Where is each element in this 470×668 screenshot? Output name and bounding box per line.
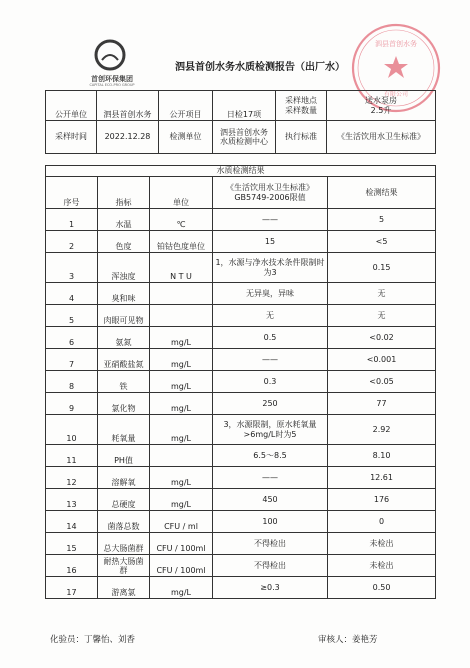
col-header-result: 检测结果 [328, 177, 436, 209]
sampling-location-count-label [276, 91, 327, 121]
standard-value: 《生活饮用水卫生标准》 [327, 121, 436, 154]
cell-limit: 0.5 [213, 327, 328, 349]
cell-item: 水温 [98, 209, 150, 231]
cell-no: 13 [46, 489, 98, 511]
cell-unit: ℃ [150, 209, 213, 231]
cell-unit: CFU / 100ml [150, 555, 213, 577]
table-row [46, 577, 436, 599]
cell-item: 氯化物 [98, 393, 150, 415]
cell-item: 耐热大肠菌群 [98, 555, 150, 577]
testing-unit-label: 检测单位 [159, 121, 213, 154]
cell-unit: mg/L [150, 467, 213, 489]
public-unit-label: 公开单位 [46, 91, 97, 121]
cell-result: 0 [328, 511, 436, 533]
cell-limit: —— [213, 209, 328, 231]
sampling-time-label: 采样时间 [46, 121, 97, 154]
cell-limit: 3，水源限制，原水耗氧量>6mg/L时为5 [213, 415, 328, 445]
cell-result: 0.15 [328, 253, 436, 283]
cell-no: 11 [46, 445, 98, 467]
cell-item: 亚硝酸盐氮 [98, 349, 150, 371]
cell-no: 15 [46, 533, 98, 555]
testing-unit-value [213, 121, 276, 154]
cell-no: 8 [46, 371, 98, 393]
cell-no: 17 [46, 577, 98, 599]
cell-item: 游离氯 [98, 577, 150, 599]
cell-item: 总硬度 [98, 489, 150, 511]
table-row [46, 253, 436, 283]
cell-item: 铁 [98, 371, 150, 393]
table-row [46, 371, 436, 393]
cell-unit: 铂钴色度单位 [150, 231, 213, 253]
table-row [46, 209, 436, 231]
cell-no: 7 [46, 349, 98, 371]
cell-limit: 450 [213, 489, 328, 511]
cell-limit: ≥0.3 [213, 577, 328, 599]
cell-limit: 无异臭，异味 [213, 283, 328, 305]
cell-result: <0.05 [328, 371, 436, 393]
cell-result: 无 [328, 283, 436, 305]
cell-result: 12.61 [328, 467, 436, 489]
cell-result: 5 [328, 209, 436, 231]
cell-unit: N T U [150, 253, 213, 283]
cell-limit: 250 [213, 393, 328, 415]
cell-result: 176 [328, 489, 436, 511]
reviewer-signature: 审核人：姜艳芳 [318, 635, 378, 645]
logo-name: 首创环保集团 [91, 75, 133, 83]
cell-item: 总大肠菌群 [98, 533, 150, 555]
sampling-location-value: 送水泵房 [365, 96, 397, 106]
col-header-no: 序号 [46, 177, 98, 209]
cell-no: 12 [46, 467, 98, 489]
cell-limit: 不得检出 [213, 555, 328, 577]
cell-result: <5 [328, 231, 436, 253]
cell-unit: CFU / 100ml [150, 533, 213, 555]
section-title-row [46, 166, 436, 177]
cell-item: 菌落总数 [98, 511, 150, 533]
cell-unit: mg/L [150, 327, 213, 349]
cell-no: 4 [46, 283, 98, 305]
results-body [46, 209, 436, 599]
cell-item: 氨氮 [98, 327, 150, 349]
results-header-row [46, 177, 436, 209]
public-item-label: 公开项目 [159, 91, 213, 121]
cell-result: 未检出 [328, 555, 436, 577]
svg-text:泗县首创水务: 泗县首创水务 [375, 40, 417, 48]
cell-item: PH值 [98, 445, 150, 467]
cell-result: <0.02 [328, 327, 436, 349]
table-row [46, 349, 436, 371]
cell-unit: mg/L [150, 393, 213, 415]
water-quality-results-table [45, 165, 436, 599]
table-row [46, 231, 436, 253]
cell-no: 9 [46, 393, 98, 415]
cell-no: 2 [46, 231, 98, 253]
testing-unit-line1: 泗县首创水务 [220, 127, 268, 137]
col-header-item: 指标 [98, 177, 150, 209]
cell-result: <0.001 [328, 349, 436, 371]
cell-limit: —— [213, 349, 328, 371]
cell-result: 未检出 [328, 533, 436, 555]
table-row [46, 445, 436, 467]
report-info-table [45, 90, 436, 154]
cell-no: 1 [46, 209, 98, 231]
cell-unit [150, 283, 213, 305]
cell-no: 10 [46, 415, 98, 445]
report-title: 泗县首创水务水质检测报告（出厂水） [175, 62, 345, 73]
cell-no: 14 [46, 511, 98, 533]
cell-result: 77 [328, 393, 436, 415]
cell-unit: mg/L [150, 349, 213, 371]
section-title: 水质检测结果 [46, 166, 436, 177]
cell-limit: 不得检出 [213, 533, 328, 555]
cell-unit: mg/L [150, 577, 213, 599]
cell-limit: 1，水源与净水技术条件限制时为3 [213, 253, 328, 283]
cell-result: 8.10 [328, 445, 436, 467]
cell-limit: —— [213, 467, 328, 489]
cell-result: 0.50 [328, 577, 436, 599]
cell-no: 6 [46, 327, 98, 349]
cell-unit [150, 445, 213, 467]
testing-unit-line2: 水质检测中心 [220, 137, 268, 146]
cell-unit: CFU / ml [150, 511, 213, 533]
cell-unit: mg/L [150, 371, 213, 393]
cell-result: 无 [328, 305, 436, 327]
sampling-count-label: 采样数量 [285, 105, 317, 115]
sampling-location-count-value [327, 91, 436, 121]
col-header-limit-line1: 《生活饮用水卫生标准》 [226, 183, 314, 193]
public-item-value: 日检17项 [213, 91, 276, 121]
cell-unit: mg/L [150, 489, 213, 511]
table-row [46, 305, 436, 327]
cell-item: 臭和味 [98, 283, 150, 305]
public-unit-value: 泗县首创水务 [97, 91, 159, 121]
table-row [46, 283, 436, 305]
cell-limit: 100 [213, 511, 328, 533]
info-row [46, 121, 436, 154]
table-row [46, 393, 436, 415]
svg-text:有限公司: 有限公司 [383, 91, 409, 98]
col-header-unit: 单位 [150, 177, 213, 209]
cell-item: 溶解氧 [98, 467, 150, 489]
cell-no: 5 [46, 305, 98, 327]
sampling-time-value: 2022.12.28 [97, 121, 159, 154]
tester-signature: 化验员：丁馨怡、刘香 [50, 635, 136, 645]
table-row [46, 415, 436, 445]
cell-limit: 0.3 [213, 371, 328, 393]
info-row [46, 91, 436, 121]
sampling-location-label: 采样地点 [285, 96, 317, 106]
col-header-limit [213, 177, 328, 209]
cell-limit: 6.5～8.5 [213, 445, 328, 467]
table-row [46, 533, 436, 555]
cell-limit: 无 [213, 305, 328, 327]
cell-unit [150, 305, 213, 327]
cell-no: 16 [46, 555, 98, 577]
cell-item: 耗氧量 [98, 415, 150, 445]
cell-item: 肉眼可见物 [98, 305, 150, 327]
table-row [46, 555, 436, 577]
cell-item: 浑浊度 [98, 253, 150, 283]
cell-limit: 15 [213, 231, 328, 253]
table-row [46, 467, 436, 489]
cell-unit: mg/L [150, 415, 213, 445]
cell-no: 3 [46, 253, 98, 283]
cell-result: 2.92 [328, 415, 436, 445]
table-row [46, 511, 436, 533]
table-row [46, 327, 436, 349]
col-header-limit-line2: GB5749-2006限值 [234, 192, 306, 202]
logo-subtitle: CAPITAL ECO-PRO GROUP [89, 83, 135, 87]
cell-item: 色度 [98, 231, 150, 253]
standard-label: 执行标准 [276, 121, 327, 154]
sampling-count-value: 2.5升 [370, 105, 392, 115]
table-row [46, 489, 436, 511]
